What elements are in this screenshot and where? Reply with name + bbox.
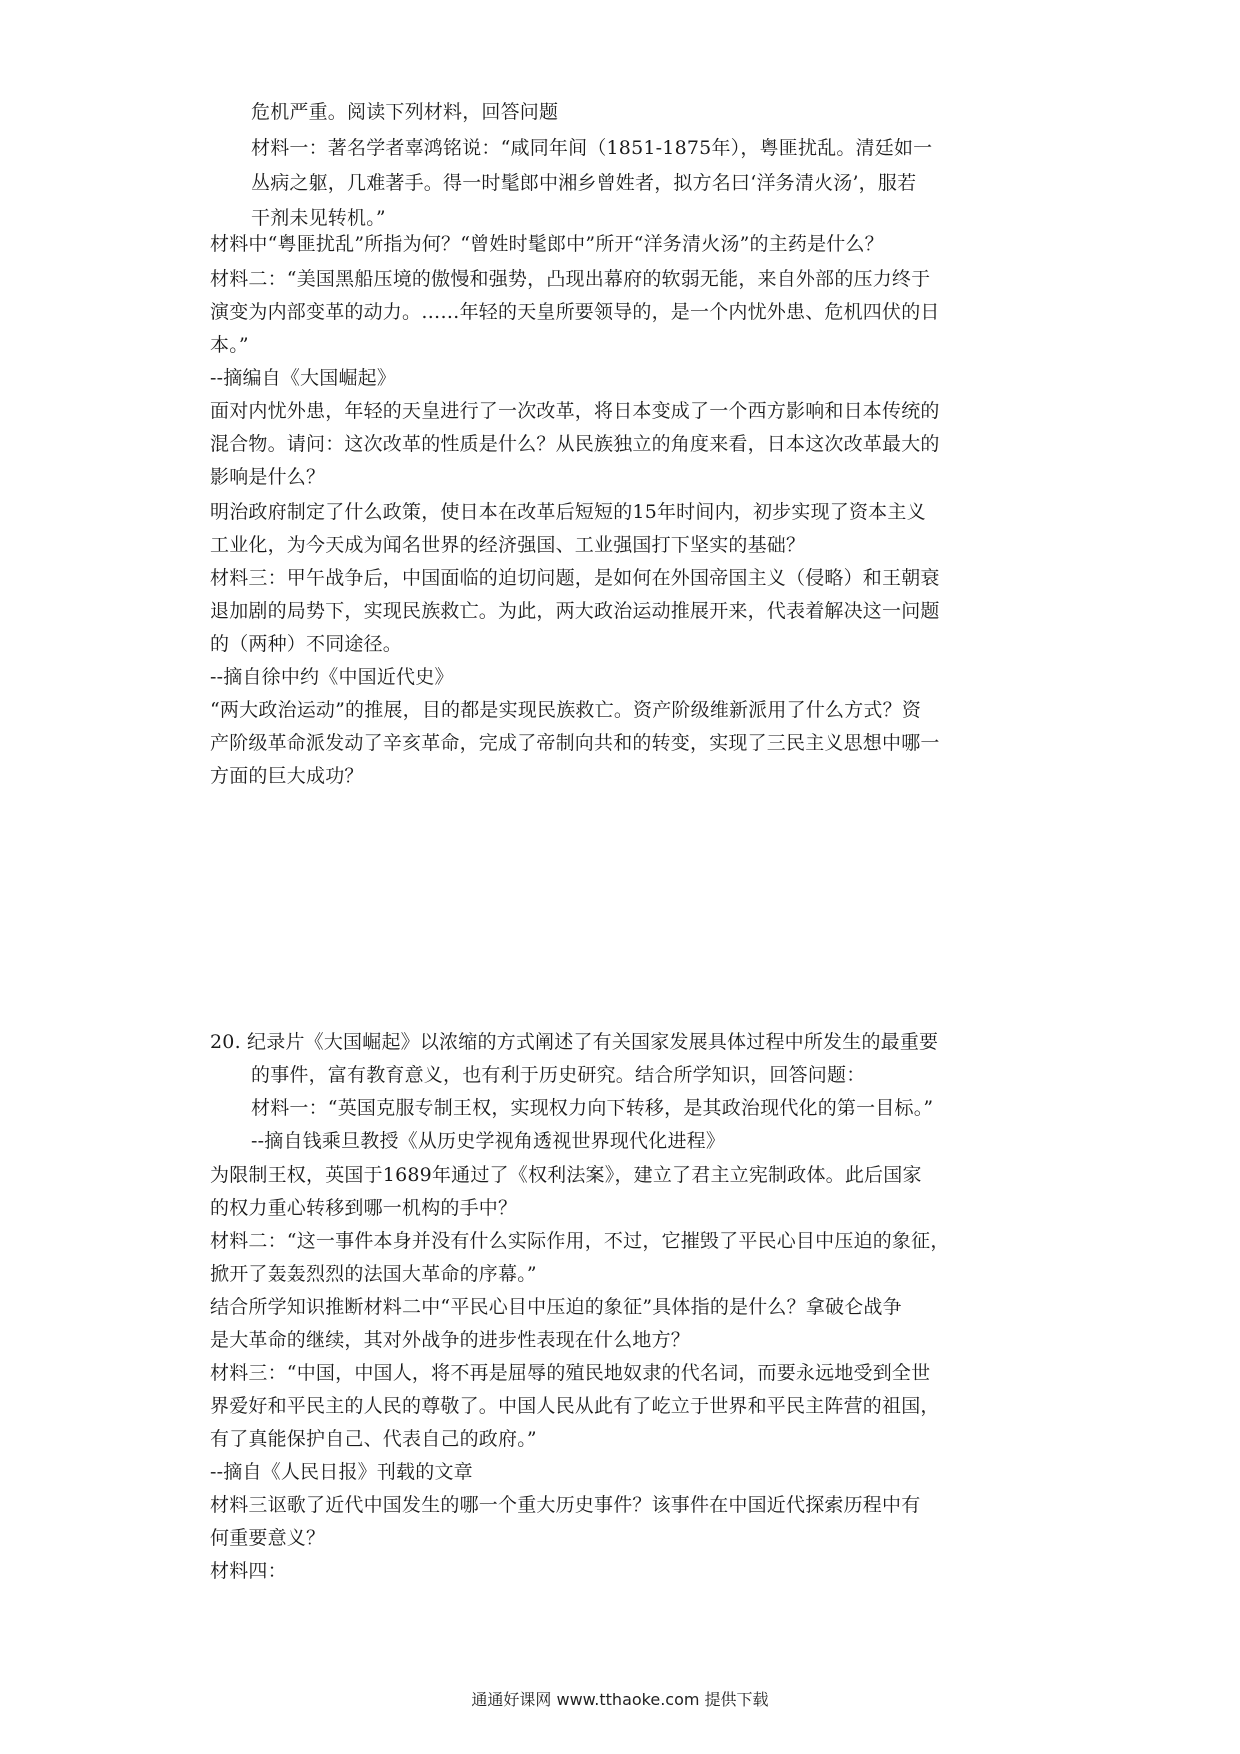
q20-line: 掀开了轰轰烈烈的法国大革命的序幕。” bbox=[210, 1263, 537, 1285]
q20-source-line: --摘自钱乘旦教授《从历史学视角透视世界现代化进程》 bbox=[251, 1130, 726, 1152]
q20-source-line: --摘自《人民日报》刊载的文章 bbox=[210, 1461, 473, 1483]
q20-line: 有了真能保护自己、代表自己的政府。” bbox=[210, 1428, 537, 1450]
q19-line: 丛病之躯，几难著手。得一时髦郎中湘乡曾姓者，拟方名曰‘洋务清火汤’，服若 bbox=[251, 172, 917, 194]
q19-line: 明治政府制定了什么政策，使日本在改革后短短的15年时间内，初步实现了资本主义 bbox=[210, 501, 926, 523]
q19-line: 的（两种）不同途径。 bbox=[210, 633, 403, 655]
q19-line: “两大政治运动”的推展，目的都是实现民族救亡。资产阶级维新派用了什么方式？资 bbox=[210, 699, 922, 721]
q19-line: 危机严重。阅读下列材料，回答问题 bbox=[251, 101, 559, 123]
q19-line: 材料中“粤匪扰乱”所指为何？“曾姓时髦郎中”所开“洋务清火汤”的主药是什么？ bbox=[210, 233, 884, 255]
q19-line: 演变为内部变革的动力。……年轻的天皇所要领导的，是一个内忧外患、危机四伏的日 bbox=[210, 301, 940, 323]
q19-line: 工业化，为今天成为闻名世界的经济强国、工业强国打下坚实的基础？ bbox=[210, 534, 806, 556]
q19-line: 材料三：甲午战争后，中国面临的迫切问题，是如何在外国帝国主义（侵略）和王朝衰 bbox=[210, 567, 940, 589]
q20-line: 材料四： bbox=[210, 1560, 287, 1582]
q20-line: 的事件，富有教育意义，也有利于历史研究。结合所学知识，回答问题： bbox=[251, 1064, 866, 1086]
q19-line: 面对内忧外患，年轻的天皇进行了一次改革，将日本变成了一个西方影响和日本传统的 bbox=[210, 400, 940, 422]
q20-line: 结合所学知识推断材料二中“平民心目中压迫的象征”具体指的是什么？拿破仑战争 bbox=[210, 1296, 902, 1318]
q19-line: 材料一：著名学者辜鸿铭说：“咸同年间（1851-1875年），粤匪扰乱。清廷如一 bbox=[251, 137, 933, 159]
q19-line: 混合物。请问：这次改革的性质是什么？从民族独立的角度来看，日本这次改革最大的 bbox=[210, 433, 940, 455]
q19-source-line: --摘自徐中约《中国近代史》 bbox=[210, 666, 454, 688]
q19-line: 本。” bbox=[210, 334, 249, 356]
q20-line: 材料一：“英国克服专制王权，实现权力向下转移，是其政治现代化的第一目标。” bbox=[251, 1097, 934, 1119]
q19-source-line: --摘编自《大国崛起》 bbox=[210, 367, 397, 389]
q19-line: 影响是什么？ bbox=[210, 466, 326, 488]
q20-line: 20. 纪录片《大国崛起》以浓缩的方式阐述了有关国家发展具体过程中所发生的最重要 bbox=[210, 1031, 939, 1053]
q19-line: 退加剧的局势下，实现民族救亡。为此，两大政治运动推展开来，代表着解决这一问题 bbox=[210, 600, 940, 622]
q20-line: 的权力重心转移到哪一机构的手中？ bbox=[210, 1197, 518, 1219]
q19-line: 干剂未见转机。” bbox=[251, 207, 386, 229]
q19-line: 产阶级革命派发动了辛亥革命，完成了帝制向共和的转变，实现了三民主义思想中哪一 bbox=[210, 732, 940, 754]
q20-line: 材料三讴歌了近代中国发生的哪一个重大历史事件？该事件在中国近代探索历程中有 bbox=[210, 1494, 921, 1516]
q20-line: 材料二：“这一事件本身并没有什么实际作用，不过，它摧毁了平民心目中压迫的象征， bbox=[210, 1230, 950, 1252]
q19-line: 材料二：“美国黑船压境的傲慢和强势，凸现出幕府的软弱无能，来自外部的压力终于 bbox=[210, 268, 931, 290]
q20-line: 材料三：“中国，中国人，将不再是屈辱的殖民地奴隶的代名词，而要永远地受到全世 bbox=[210, 1362, 931, 1384]
q20-line: 是大革命的继续，其对外战争的进步性表现在什么地方？ bbox=[210, 1329, 691, 1351]
q20-line: 何重要意义？ bbox=[210, 1527, 326, 1549]
page-footer: 通通好课网 www.tthaoke.com 提供下载 bbox=[471, 1690, 769, 1709]
q20-line: 界爱好和平民主的人民的尊敬了。中国人民从此有了屹立于世界和平民主阵营的祖国， bbox=[210, 1395, 940, 1417]
q20-line: 为限制王权，英国于1689年通过了《权利法案》，建立了君主立宪制政体。此后国家 bbox=[210, 1164, 922, 1186]
q19-line: 方面的巨大成功？ bbox=[210, 765, 364, 787]
